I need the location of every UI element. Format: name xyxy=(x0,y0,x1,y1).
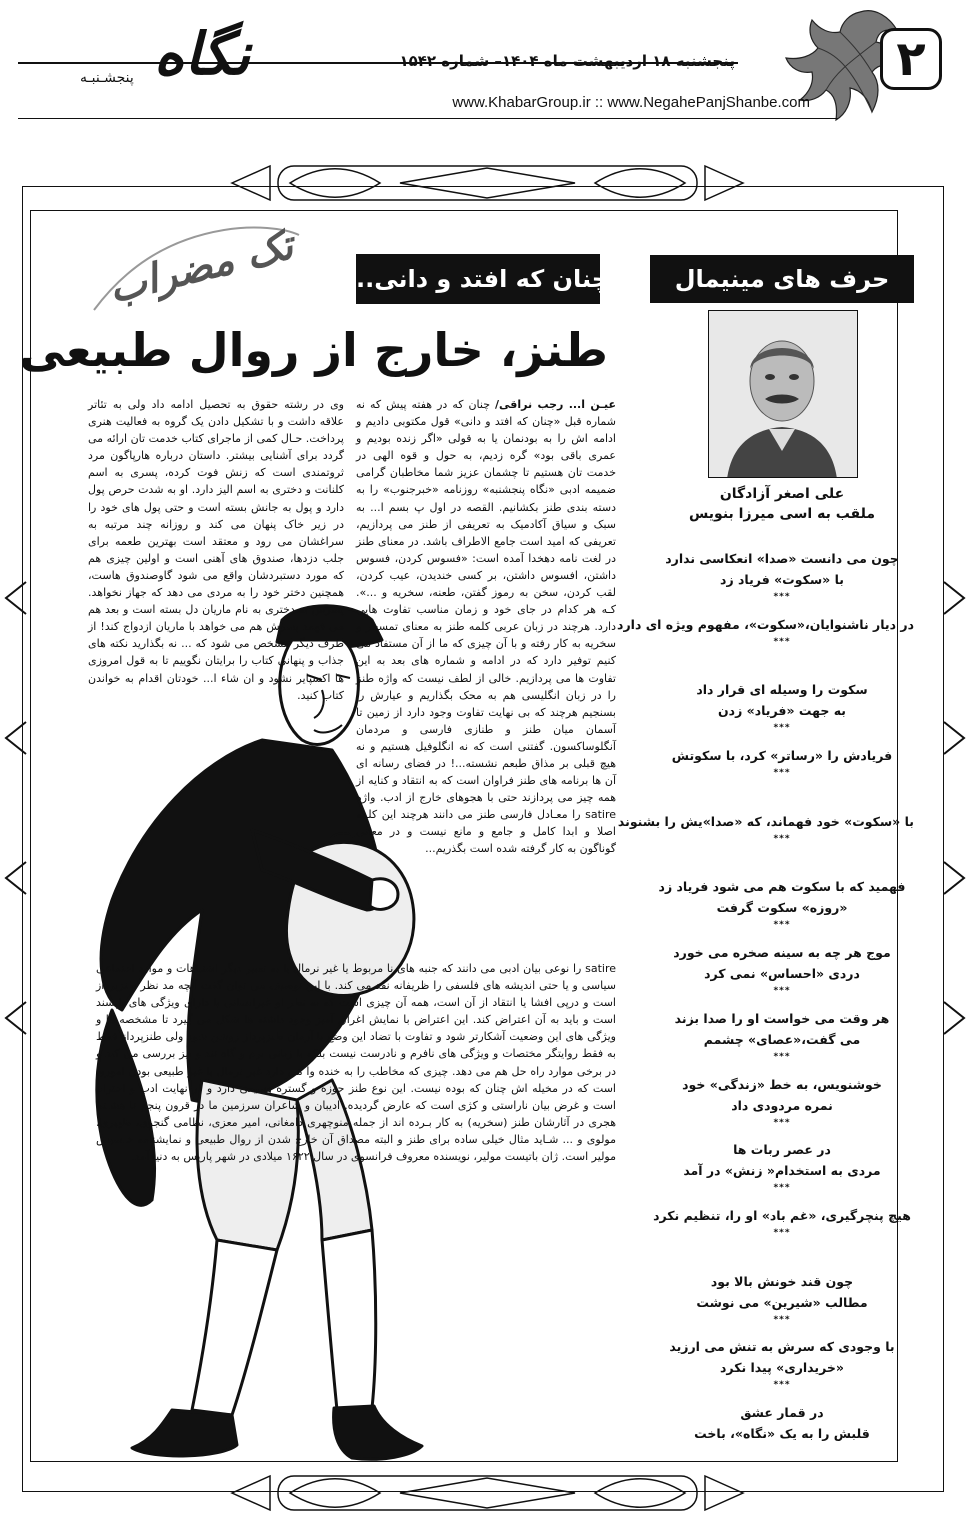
masthead xyxy=(0,0,970,125)
side-ornament-icon xyxy=(2,720,28,756)
poem-item: فهمید که با سکوت هم می شود فریاد زد «روزه» سکوت گرفت *** xyxy=(650,876,914,942)
article-column-left xyxy=(88,396,344,704)
side-ornament-icon xyxy=(942,860,968,896)
poem-separator: *** xyxy=(773,592,791,602)
header-rule-bottom xyxy=(18,118,838,119)
poem-item: خوشنویس، به خط «زندگی» خود نمره مردودی داد *** xyxy=(650,1074,914,1140)
side-ornament-icon xyxy=(2,580,28,616)
kicker-box xyxy=(346,254,610,304)
poem-item: در دیار ناشنوایان،«سکوت»، مفهوم ویژه ای دارد *** xyxy=(617,616,914,647)
issue-date: پنجشنبه ۱۸ اردیبهشت ماه ۱۴۰۴– شماره ۱۵۴۲ xyxy=(399,52,735,70)
author-name: علی اصغر آزادگان xyxy=(719,486,845,502)
poem-separator: *** xyxy=(773,833,791,844)
poem-separator: *** xyxy=(773,1380,791,1391)
poem-item: موج هر چه به سینه صخره می خورد دردی «احساس» نمی کرد *** xyxy=(650,942,914,1008)
poem-separator: *** xyxy=(773,723,791,734)
article-text: چنان که در هفته پیش که نه شماره قبل «چنان که افتد و دانی» قول مکتوبی دادیم و ادامه اش را به بودنمان یا به قولی «اگر زنده بودیم و عمری باقی بود» گره زدیم، به حول و قوه الهی در خدمت تان هستیم تا چشمان عزیز شما مخاطبان گرامی ضمیمه ادبی «نگاه پنجشنبه» روزنامه «خبرجنوب» را به دسته بندی طنز بکشانیم. القصه در اول پ بسم ا... به سبک و سیاق آکادمیک به تعریفی از طنز می پردازیم، تعریفی که امید است جامع الاطراف باشد. در معنای طنز در لغت نامه دهخدا آمده است: «فسوس کردن، فسوس داشتن، افسوس داشتن، بر کسی خندیدن، عیب کردن، لقب کردن، سخن به رموز گفتن، طعنه، سخریه و ...». کـه هر کدام در جای خود و زمان مناسب تفاوت هایی دارد. هرچند در زبان عربی کلمه طنز به معنای تمسخر و سخریه به کار رفته و با آن چیزی که ما از آن مستفاد می کنیم توفیر دارد که در ادامه و شماره های بعد به این تفاوت ها می پردازیم. خالی از لطف نیست که واژه طنز را در زبان انگلیسی هم به محک بگذاریم و عیارش را بسنجیم هرچند که بی نهایت تفاوت وجود دارد از زمین تا آسمان میان طنز و طنازی فارسی و مردمان آنگلوساکسون. گفتنی است که نه انگلوفیل هستیم و نه هیچ قبلی بر مذاق طبعم نشسته...! در فضای رسانه ای آن ها برنامه های طنز فراوان است که به انتقاد و کنایه از همه چیز می پردازند حتی با هجوهای خارج از ادب. واژه satire را معـادل فارسی طنز می دانند هرچند این کلمه اصلا و ابدا کامل و جامع و مانع نیست و در معانی گوناگون به کار گرفته شده است بگذریم... xyxy=(356,398,616,856)
column-title: حرف های مینیمال xyxy=(674,265,890,293)
poem-item: چون قند خونش بالا بود مطالب «شیرین» می نوشت *** xyxy=(650,1271,914,1337)
side-ornament-icon xyxy=(942,1000,968,1036)
headline: طنز، خارج از روال طبیعی xyxy=(19,323,608,377)
top-ornament-icon xyxy=(230,160,745,206)
side-ornament-icon xyxy=(2,860,28,896)
side-ornament-icon xyxy=(942,580,968,616)
author-portrait-icon xyxy=(708,311,857,478)
column-title-box xyxy=(650,255,914,303)
author-photo xyxy=(708,310,858,478)
article-column-right xyxy=(356,396,616,858)
poem-item: در قمار عشق قلبش را به یک «نگاه»، باخت xyxy=(694,1404,870,1441)
logo-subtitle: پنجشـنبـه xyxy=(80,70,134,86)
poem-item: چون می دانست «صدا» انعکاسی ندارد با «سکوت» فریاد زد *** xyxy=(650,548,914,614)
poem-separator: *** xyxy=(773,986,791,997)
website-links[interactable]: www.KhabarGroup.ir :: www.NegahePanjShanbe.com xyxy=(452,94,810,111)
poem-separator: *** xyxy=(773,1183,791,1194)
poem-separator: *** xyxy=(773,920,791,931)
poem-separator: *** xyxy=(773,1227,791,1238)
poem-separator: *** xyxy=(773,768,791,779)
poem-item: با وجودی که سرش به تنش می ارزید «خریداری» پیدا نکرد *** xyxy=(650,1336,914,1402)
poem-item: هیچ پنچرگیری، «غم باد» او را، تنظیم نکرد *** xyxy=(650,1205,914,1271)
page-number: ۲ xyxy=(896,31,926,87)
article-paragraph: وی در رشته حقوق به تحصیل ادامه داد ولی به تئاتر علاقه داشت و با تشکیل دادن یک گروه به فعالیت هنری پرداخت. حـال کمی از ماجرای کتاب خدمت تان ارائه می گردد برای آشنایی بیشتر. داستان درباره هارپاگون مرد ثروتمندی است که زنش فوت کرده، پسری به اسم کلنانت و دختری به اسم الیز دارد. او به شدت حرص پول دارد و پول به جانش بسته است و حتی پول های خود را در زیر خاک پنهان می کند و روزانه چند مرتبه به سراغشان می رود و معتقد است بهترین طعمه برای جلب دزدها، صندوق های آهنی است و اولین چیزی هم که مورد دستبردشان واقع می شود گاوصندوق هاست، همچنین دختر خود را به مردی می دهد که جهاز نخواهد. پسرش به دختری به نام ماریان دل بسته است و بعد هم می فهمد پسرش هم می خواهد با ماریان ازدواج کند! از طرف دیگر مشخص می شود که ... نه بگذارید نکته های جذاب و پنهانی کتاب را برایتان نگوییم تا به قول امروزی ها اکسپایر نشود و ان شاء ا... خودتان اقدام به خواندن کتاب کنید. xyxy=(88,398,344,702)
article-paragraph: satire را نوعی بیان ادبی می دانند که جنبه های نا مربوط یا غیر نرمال یا به تعبیر دیگر اشتباهات و موارد اجتماعی سیاسی و یا حتی اندیشه های فلسفی را ظریفانه نقد می کند. با این توصیف می توان گفت آنچه مد نظر طنزپرداز است و درپی افشا یا انتقاد از آن است، همه آن چیزی است که به نظر او غیرانسانی یا دارای ویژگی های ناپسند است و باید به آن اعتراض کند. این اعتراض با نمایش اغراق آمیز وجود داشته ها شکل می گیرد تا مشخصه ها و ویژگی های این وضعیت آشکارتر شود و تفاوت با تضاد این وضع با آرمان طنزپرداز روشن شود ولی طنزپرداز فقط به فقط روایتگر مختصات و ویژگی های نافرم و نادرست نیست بلکه با زبانی نرم و گاه تند و تیز بررسی می کند و در برخی موارد راه حل هم می دهد. چیزی که مخاطب را به خنده وا می دارد غیر نرمال یا غیر طبیعی بودن اموری است که در مخیله اش چنان که بوده نیست. این نوع طنز حوزه و گستره وسیعی دارد و در نهایت ادب و احترام است و غرض بیان ناراستی و کژی است که عارض گردیده. ادیبان و شاعران سرزمین ما در قرون پنجم تا هشـتم هجری در آثارشان طنز (سخریه) به کار بـرده اند از جمله منوچهری دامغانی، امیر معزی، نظامی گنجوی، ظهیری، مولوی و ... شـاید مثال خیلی ساده برای طنز و البته مصداق آن خارج شدن از روال طبیعی و نمایشنامه خـسیس مولیر است. ژان باتیست مولیر، نویسنده معروف فرانسوی در سال ۱۶۲۲ میلادی در شهر پاریس به دنیا آمد. xyxy=(96,962,616,1164)
author-title: ملقب به اسی میرزا بنویس xyxy=(689,506,875,522)
article-lower-text xyxy=(96,960,616,1165)
article-paragraph xyxy=(356,396,616,858)
poem-item: هر وقت می خواست او را صدا بزند می گفت،«عصای» چشمم *** xyxy=(650,1008,914,1074)
poem-item: با «سکوت» خود فهماند، که «صدا»یش را بشنوند *** xyxy=(617,813,914,844)
poem-separator: *** xyxy=(773,1051,791,1062)
side-ornament-icon xyxy=(2,1000,28,1036)
poem-item: فریادش را «رساتر» کرد، با سکوتش *** xyxy=(650,745,914,811)
section-logo xyxy=(84,200,304,320)
poem-item: سکوت را وسیله ای قرار داد به جهت «فریاد» زدن *** xyxy=(650,679,914,745)
byline: عیـن ا... رجب نراقی/ xyxy=(495,398,616,411)
side-ornament-icon xyxy=(942,720,968,756)
poem-separator: *** xyxy=(773,636,791,647)
kicker: چنان که افتد و دانی... xyxy=(346,265,610,293)
poem-item: در عصر ربات ها مردی به استخدام« زنش» در آمد *** xyxy=(650,1139,914,1205)
logo-text: نگاه xyxy=(153,20,251,88)
section-logo-text: تک مضراب xyxy=(103,221,298,313)
poem-separator: *** xyxy=(773,1314,791,1325)
minimal-poems xyxy=(617,548,914,1468)
poem-separator: *** xyxy=(773,1117,791,1128)
page-number-box xyxy=(880,28,942,90)
